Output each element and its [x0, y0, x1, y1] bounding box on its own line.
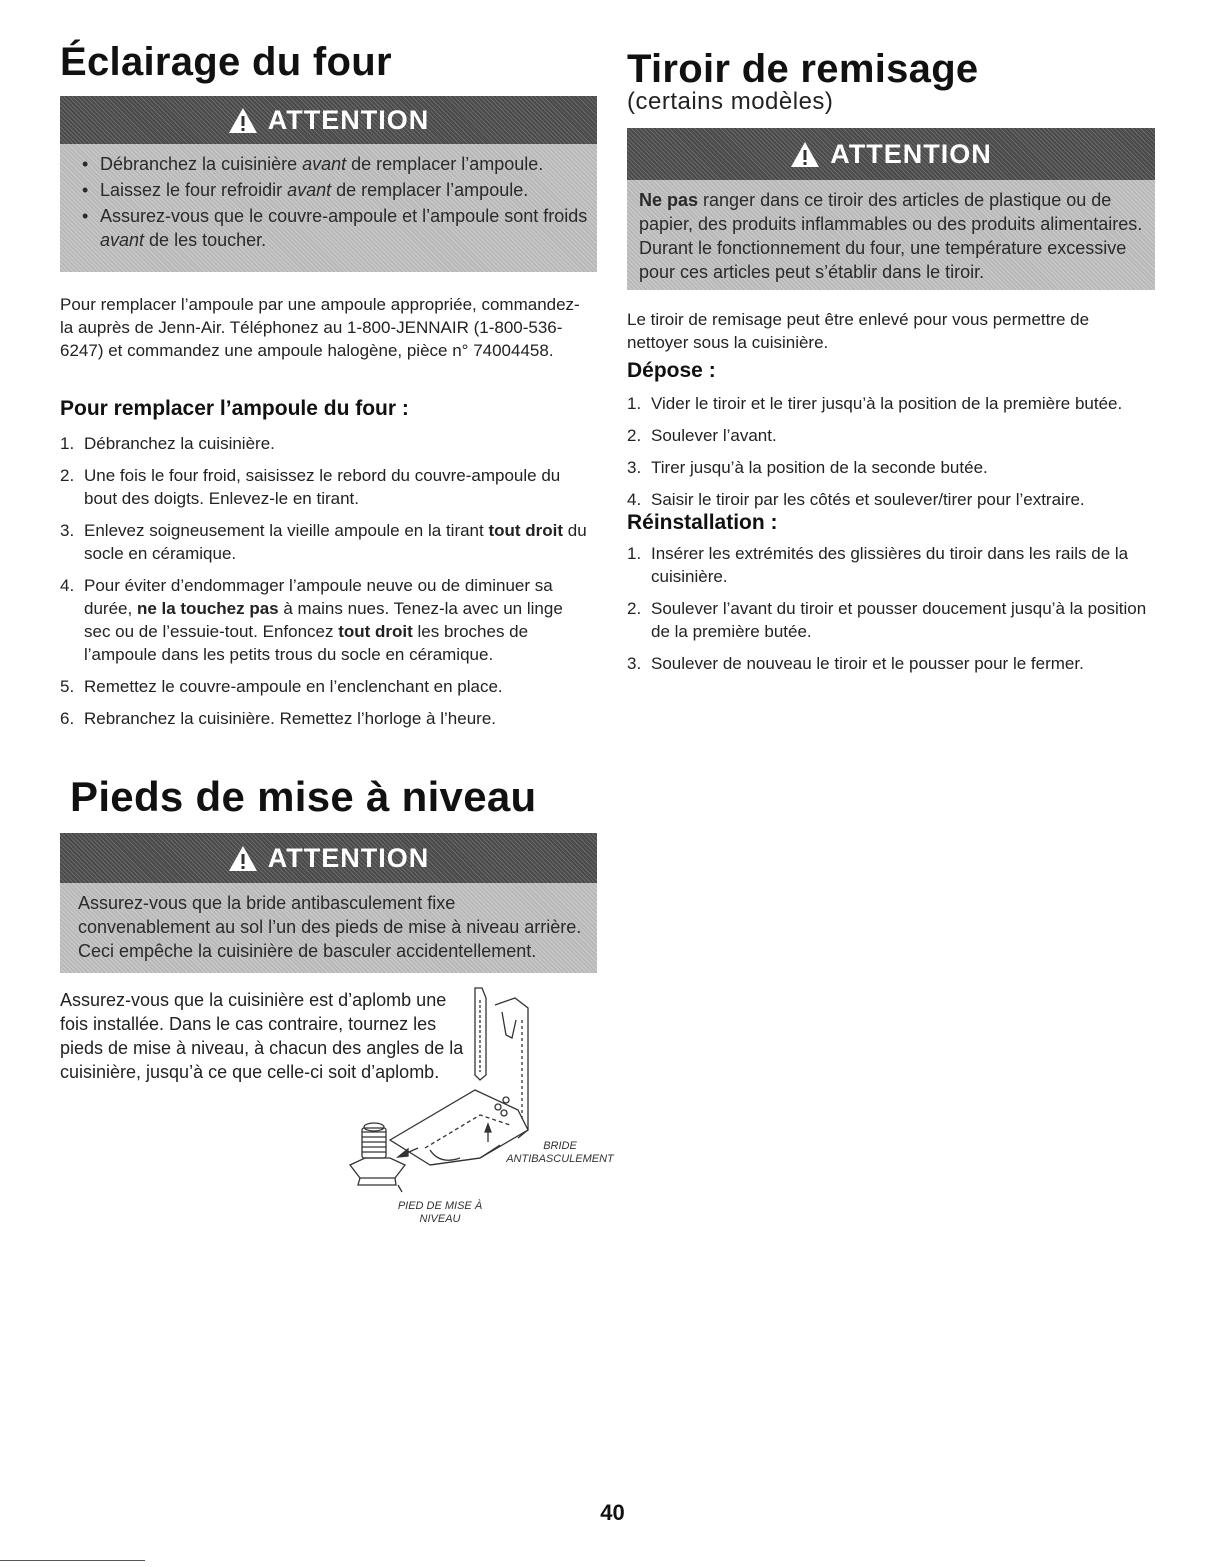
list-item: 2. Soulever l’avant du tiroir et pousser doucement jusqu’à la position de la première butée. — [627, 599, 1147, 641]
storage-drawer-intro: Le tiroir de remisage peut être enlevé pour vous permettre de nettoyer sous la cuisinière. — [627, 310, 1090, 352]
warning-triangle-icon — [228, 845, 258, 872]
warning-header-label: ATTENTION — [267, 842, 430, 873]
list-item: 3. Soulever de nouveau le tiroir et le pousser pour le fermer. — [627, 654, 1084, 673]
warning-header-label: ATTENTION — [830, 138, 992, 169]
oven-light-steps — [60, 432, 590, 739]
list-item: 4. Saisir le tiroir par les côtés et soulever/tirer pour l’extraire. — [627, 490, 1085, 509]
warning-body: Assurez-vous que la bride antibasculement fixe convenablement au sol l’un des pieds de mise à niveau arrière. Ceci empêche la cuisinière de basculer accidentellement. — [78, 893, 582, 961]
section-title-storage-drawer: Tiroir de remisage — [627, 47, 979, 91]
footer-rule — [0, 1560, 145, 1561]
warning-body: Ne pas ranger dans ce tiroir des articles de plastique ou de papier, des produits inflammables ou des produits alimentaires. Durant le fonctionnement du four, une température excessive pour ces articles peut s’établir dans le tiroir. — [639, 190, 1143, 282]
warning-triangle-icon — [790, 141, 820, 168]
removal-steps — [627, 392, 1147, 520]
reinstallation-steps — [627, 542, 1147, 684]
subheading-replace-bulb: Pour remplacer l’ampoule du four : — [60, 397, 409, 420]
warning-header — [60, 96, 597, 144]
subheading-reinstallation: Réinstallation : — [627, 511, 778, 534]
warning-header-label: ATTENTION — [267, 104, 430, 135]
warning-item: • Laissez le four refroidir avant de remplacer l’ampoule. — [82, 180, 529, 200]
warning-box-leveling — [60, 833, 597, 973]
list-item: 3. Tirer jusqu’à la position de la seconde butée. — [627, 458, 988, 477]
section-title-oven-light: Éclairage du four — [60, 40, 392, 84]
page-number: 40 — [600, 1500, 625, 1525]
leveling-leg-label: PIED DE MISE À NIVEAU — [397, 1200, 483, 1225]
leveling-body: Assurez-vous que la cuisinière est d’aplomb une fois installée. Dans le cas contraire, tournez les pieds de mise à niveau, à chacun des angles de la cuisinière, jusqu’à ce que celle-ci soit d’aplomb. — [60, 990, 464, 1082]
warning-item: • Débranchez la cuisinière avant de remplacer l’ampoule. — [82, 154, 544, 174]
subheading-removal: Dépose : — [627, 359, 716, 382]
oven-light-intro: Pour remplacer l’ampoule par une ampoule appropriée, commandez-la auprès de Jenn-Air. Téléphonez au 1-800-JENNAIR (1-800-536-6247) et commandez une ampoule halogène, pièce n° 74004458. — [60, 295, 580, 360]
section-title-leveling-legs: Pieds de mise à niveau — [70, 773, 537, 820]
list-item: 3. Enlevez soigneusement la vieille ampoule en la tirant tout droit du socle en céramique. — [60, 521, 587, 563]
warning-item: • Assurez-vous que le couvre-ampoule et l’ampoule sont froids avant de les toucher. — [82, 206, 588, 250]
list-item: 2. Une fois le four froid, saisissez le rebord du couvre-ampoule du bout des doigts. Enlevez-le en tirant. — [60, 466, 561, 508]
list-item: 4. Pour éviter d’endommager l’ampoule neuve ou de diminuer sa durée, ne la touchez pas à mains nues. Tenez-la avec un linge sec ou de l’essuie-tout. Enfoncez tout droit les broches de l’ampoule dans les petits trous du socle en céramique. — [60, 576, 563, 664]
warning-header — [60, 833, 597, 883]
warning-body — [78, 152, 588, 254]
warning-triangle-icon — [228, 107, 258, 134]
anti-tip-bracket-diagram — [330, 980, 614, 1240]
warning-box-storage-drawer — [627, 128, 1155, 290]
warning-header — [627, 128, 1155, 180]
list-item: 2. Soulever l’avant. — [627, 426, 777, 445]
warning-box-oven-light — [60, 96, 597, 272]
bracket-label: BRIDE ANTIBASCULEMENT — [506, 1140, 614, 1165]
list-item: 1. Vider le tiroir et le tirer jusqu’à la position de la première butée. — [627, 394, 1123, 413]
list-item: 1. Insérer les extrémités des glissières du tiroir dans les rails de la cuisinière. — [627, 544, 1129, 586]
section-subtitle: (certains modèles) — [627, 88, 834, 115]
list-item: 1. Débranchez la cuisinière. — [60, 434, 275, 453]
list-item: 5. Remettez le couvre-ampoule en l’enclenchant en place. — [60, 677, 503, 696]
list-item: 6. Rebranchez la cuisinière. Remettez l’horloge à l’heure. — [60, 709, 496, 728]
